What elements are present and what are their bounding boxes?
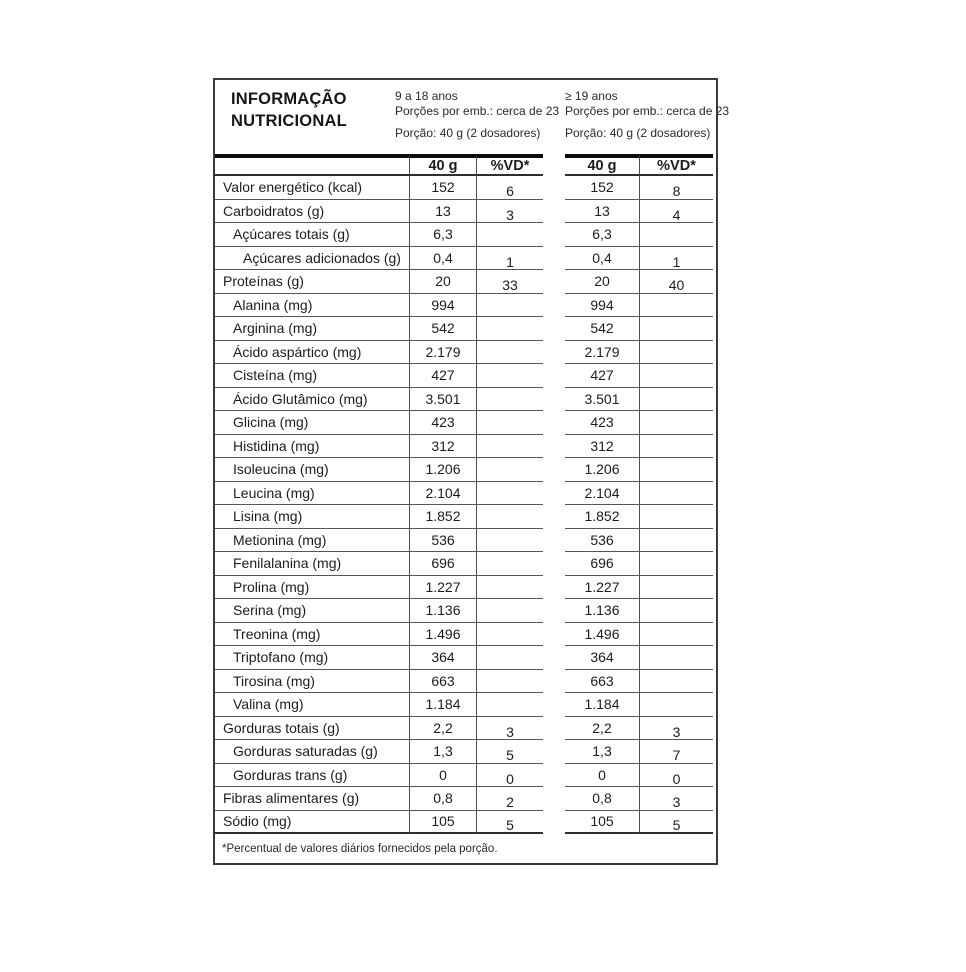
column-gap (543, 364, 565, 388)
column-gap (543, 529, 565, 553)
amount-19plus (565, 247, 640, 271)
dv-9-18 (477, 717, 543, 741)
amount-9-18 (409, 270, 477, 294)
amount-9-18 (409, 787, 477, 811)
column-gap (543, 717, 565, 741)
amount-19plus (565, 411, 640, 435)
amount-19plus-value: 696 (590, 555, 614, 572)
dv-9-18 (477, 341, 543, 365)
dv-9-18 (477, 435, 543, 459)
dv-19plus (640, 693, 713, 717)
header-dv-19plus-label: %VD* (657, 158, 696, 174)
amount-19plus-value: 1.136 (584, 602, 620, 619)
age-group-1-servings: Porções por emb.: cerca de 23 (395, 104, 560, 118)
amount-9-18-value: 0,4 (433, 249, 453, 266)
header-dv-9-18-label: %VD* (490, 158, 530, 174)
amount-19plus-value: 994 (590, 296, 614, 313)
amount-9-18-value: 2.104 (425, 484, 461, 501)
dv-9-18 (477, 482, 543, 506)
amount-9-18-value: 105 (431, 813, 455, 830)
amount-9-18 (409, 435, 477, 459)
dv-9-18 (477, 505, 543, 529)
nutrient-label: Açúcares adicionados (g) (215, 247, 409, 271)
amount-9-18-value: 696 (431, 555, 455, 572)
column-gap (543, 576, 565, 600)
footnote: *Percentual de valores diários fornecidos pela porção. (222, 843, 498, 855)
amount-19plus (565, 270, 640, 294)
amount-9-18-value: 542 (431, 320, 455, 337)
dv-19plus-value: 1 (672, 253, 681, 270)
column-gap (543, 787, 565, 811)
amount-19plus-value: 536 (590, 531, 614, 548)
column-gap (543, 482, 565, 506)
dv-19plus (640, 294, 713, 318)
table-row (215, 388, 713, 412)
amount-19plus (565, 341, 640, 365)
column-gap (543, 505, 565, 529)
dv-19plus-value: 3 (672, 723, 681, 740)
dv-9-18 (477, 247, 543, 271)
amount-19plus (565, 200, 640, 224)
table-row (215, 458, 713, 482)
dv-19plus (640, 717, 713, 741)
column-gap (543, 270, 565, 294)
dv-9-18 (477, 811, 543, 835)
dv-9-18 (477, 200, 543, 224)
dv-9-18 (477, 646, 543, 670)
amount-9-18 (409, 294, 477, 318)
nutrient-label: Gorduras trans (g) (215, 764, 409, 788)
amount-19plus-value: 2.104 (584, 484, 620, 501)
dv-9-18-value: 6 (506, 183, 514, 200)
dv-9-18-value: 1 (506, 253, 514, 270)
column-gap (543, 623, 565, 647)
dv-19plus (640, 599, 713, 623)
amount-19plus-value: 1.206 (584, 461, 620, 478)
column-gap (543, 811, 565, 835)
amount-9-18-value: 0,8 (433, 790, 453, 807)
nutrient-label: Gorduras saturadas (g) (215, 740, 409, 764)
amount-9-18 (409, 529, 477, 553)
dv-9-18 (477, 552, 543, 576)
amount-9-18-value: 2,2 (433, 719, 453, 736)
nutrient-label: Ácido Glutâmico (mg) (215, 388, 409, 412)
amount-19plus (565, 223, 640, 247)
table-header-row (215, 154, 713, 176)
nutrient-label: Triptofano (mg) (215, 646, 409, 670)
amount-19plus (565, 482, 640, 506)
amount-19plus-value: 1.496 (584, 625, 620, 642)
dv-9-18-value: 3 (506, 723, 514, 740)
table-row (215, 693, 713, 717)
amount-19plus-value: 423 (590, 414, 614, 431)
amount-19plus (565, 505, 640, 529)
amount-9-18 (409, 458, 477, 482)
amount-9-18 (409, 411, 477, 435)
amount-9-18 (409, 200, 477, 224)
amount-9-18 (409, 717, 477, 741)
column-gap (543, 341, 565, 365)
age-group-2-portion: Porção: 40 g (2 dosadores) (565, 126, 711, 140)
amount-9-18 (409, 646, 477, 670)
table-row (215, 482, 713, 506)
amount-9-18-value: 994 (431, 296, 455, 313)
nutrient-label: Gorduras totais (g) (215, 717, 409, 741)
dv-19plus-value: 5 (672, 817, 681, 834)
amount-9-18 (409, 505, 477, 529)
nutrient-label: Sódio (mg) (215, 811, 409, 835)
table-row (215, 576, 713, 600)
nutrient-label: Cisteína (mg) (215, 364, 409, 388)
column-gap (543, 552, 565, 576)
amount-9-18-value: 1,3 (433, 743, 453, 760)
amount-9-18-value: 2.179 (425, 343, 461, 360)
column-gap (543, 693, 565, 717)
table-row (215, 529, 713, 553)
header-dv-19plus (640, 154, 713, 176)
column-gap (543, 740, 565, 764)
amount-19plus-value: 13 (594, 202, 610, 219)
amount-19plus (565, 740, 640, 764)
nutrient-table (215, 154, 713, 834)
amount-9-18 (409, 599, 477, 623)
table-row (215, 505, 713, 529)
nutrient-label: Metionina (mg) (215, 529, 409, 553)
amount-19plus-value: 3.501 (584, 390, 620, 407)
nutrient-label: Histidina (mg) (215, 435, 409, 459)
dv-19plus-value: 0 (672, 770, 681, 787)
nutrient-label: Valor energético (kcal) (215, 176, 409, 200)
column-gap (543, 294, 565, 318)
amount-9-18 (409, 693, 477, 717)
nutrient-label: Proteínas (g) (215, 270, 409, 294)
nutrient-label: Fenilalanina (mg) (215, 552, 409, 576)
amount-9-18-value: 663 (431, 672, 455, 689)
dv-9-18 (477, 364, 543, 388)
dv-19plus (640, 623, 713, 647)
column-gap (543, 200, 565, 224)
amount-19plus (565, 717, 640, 741)
table-row (215, 646, 713, 670)
dv-9-18-value: 5 (506, 817, 514, 834)
amount-9-18-value: 427 (431, 367, 455, 384)
table-row (215, 764, 713, 788)
dv-19plus-value: 8 (672, 183, 681, 200)
dv-19plus (640, 270, 713, 294)
table-row (215, 341, 713, 365)
amount-9-18 (409, 388, 477, 412)
amount-9-18-value: 152 (431, 179, 455, 196)
header-empty-cell (215, 154, 409, 176)
amount-19plus (565, 623, 640, 647)
header-dv-9-18 (477, 154, 543, 176)
table-row (215, 317, 713, 341)
amount-9-18 (409, 223, 477, 247)
column-gap (543, 670, 565, 694)
amount-19plus (565, 435, 640, 459)
table-row (215, 247, 713, 271)
dv-19plus (640, 411, 713, 435)
amount-9-18-value: 13 (435, 202, 451, 219)
nutrition-facts-panel (213, 78, 730, 865)
header-gap (543, 154, 565, 176)
amount-9-18 (409, 247, 477, 271)
table-row (215, 270, 713, 294)
dv-9-18 (477, 223, 543, 247)
nutrient-label: Serina (mg) (215, 599, 409, 623)
column-gap (543, 388, 565, 412)
dv-19plus (640, 646, 713, 670)
amount-9-18-value: 6,3 (433, 226, 453, 243)
table-row (215, 670, 713, 694)
dv-9-18-value: 0 (506, 770, 514, 787)
amount-19plus-value: 663 (590, 672, 614, 689)
amount-9-18 (409, 341, 477, 365)
column-gap (543, 411, 565, 435)
dv-19plus (640, 482, 713, 506)
table-row (215, 740, 713, 764)
amount-19plus (565, 670, 640, 694)
age-group-2-range: ≥ 19 anos (565, 89, 618, 103)
dv-19plus-value: 3 (672, 794, 681, 811)
dv-19plus (640, 670, 713, 694)
column-gap (543, 223, 565, 247)
amount-19plus (565, 552, 640, 576)
dv-9-18 (477, 693, 543, 717)
dv-9-18 (477, 740, 543, 764)
amount-9-18 (409, 576, 477, 600)
amount-19plus (565, 811, 640, 835)
dv-19plus (640, 764, 713, 788)
dv-19plus (640, 552, 713, 576)
amount-19plus-value: 0,4 (592, 249, 612, 266)
amount-19plus-value: 2.179 (584, 343, 620, 360)
column-gap (543, 317, 565, 341)
amount-19plus-value: 312 (590, 437, 614, 454)
dv-19plus (640, 176, 713, 200)
table-row (215, 364, 713, 388)
dv-9-18 (477, 294, 543, 318)
amount-9-18-value: 312 (431, 437, 455, 454)
dv-19plus-value: 4 (672, 206, 681, 223)
nutrient-label: Fibras alimentares (g) (215, 787, 409, 811)
age-group-2-servings: Porções por emb.: cerca de 23 (565, 104, 730, 118)
age-group-1-range: 9 a 18 anos (395, 89, 458, 103)
dv-19plus (640, 505, 713, 529)
nutrient-label: Isoleucina (mg) (215, 458, 409, 482)
amount-9-18-value: 1.206 (425, 461, 461, 478)
dv-19plus (640, 364, 713, 388)
column-gap (543, 176, 565, 200)
amount-9-18 (409, 364, 477, 388)
header-amount-19plus-label: 40 g (587, 158, 617, 174)
amount-19plus (565, 458, 640, 482)
table-row (215, 623, 713, 647)
amount-19plus (565, 176, 640, 200)
dv-19plus (640, 576, 713, 600)
amount-19plus-value: 6,3 (592, 226, 612, 243)
amount-9-18 (409, 670, 477, 694)
dv-19plus (640, 247, 713, 271)
amount-19plus-value: 364 (590, 649, 614, 666)
amount-19plus-value: 0,8 (592, 790, 612, 807)
panel-title-line2: NUTRICIONAL (231, 112, 347, 130)
nutrient-label: Tirosina (mg) (215, 670, 409, 694)
table-row (215, 552, 713, 576)
dv-9-18 (477, 623, 543, 647)
amount-19plus (565, 787, 640, 811)
amount-9-18-value: 1.227 (425, 578, 461, 595)
nutrient-label: Alanina (mg) (215, 294, 409, 318)
amount-9-18-value: 3.501 (425, 390, 461, 407)
dv-9-18 (477, 176, 543, 200)
table-row (215, 435, 713, 459)
dv-19plus (640, 223, 713, 247)
amount-9-18 (409, 317, 477, 341)
dv-19plus (640, 435, 713, 459)
table-row (215, 200, 713, 224)
dv-9-18-value: 2 (506, 794, 514, 811)
dv-9-18-value: 5 (506, 747, 514, 764)
dv-9-18 (477, 787, 543, 811)
dv-9-18-value: 3 (506, 206, 514, 223)
dv-19plus (640, 200, 713, 224)
amount-9-18-value: 0 (439, 766, 447, 783)
nutrient-label: Treonina (mg) (215, 623, 409, 647)
dv-19plus-value: 40 (668, 277, 685, 294)
amount-19plus (565, 388, 640, 412)
panel-title (231, 88, 347, 132)
amount-19plus (565, 576, 640, 600)
amount-19plus (565, 529, 640, 553)
amount-19plus-value: 427 (590, 367, 614, 384)
dv-19plus (640, 458, 713, 482)
amount-19plus-value: 1,3 (592, 743, 612, 760)
dv-19plus (640, 811, 713, 835)
amount-9-18-value: 1.496 (425, 625, 461, 642)
amount-19plus-value: 542 (590, 320, 614, 337)
amount-9-18-value: 20 (435, 273, 451, 290)
amount-9-18 (409, 740, 477, 764)
amount-19plus (565, 764, 640, 788)
dv-9-18 (477, 270, 543, 294)
table-row (215, 411, 713, 435)
amount-19plus-value: 20 (594, 273, 610, 290)
amount-19plus-value: 0 (598, 766, 606, 783)
amount-9-18 (409, 176, 477, 200)
amount-9-18-value: 364 (431, 649, 455, 666)
dv-9-18-value: 33 (502, 277, 518, 294)
table-body (215, 176, 713, 834)
amount-9-18-value: 423 (431, 414, 455, 431)
amount-19plus-value: 1.227 (584, 578, 620, 595)
table-row (215, 223, 713, 247)
amount-19plus (565, 294, 640, 318)
nutrient-label: Ácido aspártico (mg) (215, 341, 409, 365)
amount-9-18 (409, 623, 477, 647)
amount-19plus (565, 317, 640, 341)
dv-9-18 (477, 764, 543, 788)
column-gap (543, 599, 565, 623)
table-row (215, 787, 713, 811)
column-gap (543, 247, 565, 271)
nutrient-label: Arginina (mg) (215, 317, 409, 341)
amount-19plus (565, 693, 640, 717)
dv-9-18 (477, 670, 543, 694)
nutrient-label: Carboidratos (g) (215, 200, 409, 224)
age-group-1-info (395, 89, 559, 141)
amount-9-18-value: 1.184 (425, 696, 461, 713)
age-group-1-portion: Porção: 40 g (2 dosadores) (395, 126, 541, 140)
header-amount-19plus (565, 154, 640, 176)
panel-title-line1: INFORMAÇÃO (231, 90, 347, 108)
amount-19plus-value: 1.184 (584, 696, 620, 713)
amount-19plus-value: 105 (590, 813, 614, 830)
dv-9-18 (477, 458, 543, 482)
amount-9-18-value: 536 (431, 531, 455, 548)
dv-9-18 (477, 411, 543, 435)
dv-9-18 (477, 529, 543, 553)
header-amount-9-18 (409, 154, 477, 176)
header-amount-9-18-label: 40 g (428, 158, 458, 174)
nutrient-label: Lisina (mg) (215, 505, 409, 529)
amount-9-18 (409, 811, 477, 835)
nutrient-label: Glicina (mg) (215, 411, 409, 435)
dv-19plus (640, 740, 713, 764)
nutrient-label: Valina (mg) (215, 693, 409, 717)
amount-9-18 (409, 552, 477, 576)
table-row (215, 294, 713, 318)
dv-9-18 (477, 388, 543, 412)
amount-9-18-value: 1.136 (425, 602, 461, 619)
table-row (215, 176, 713, 200)
column-gap (543, 646, 565, 670)
dv-19plus (640, 787, 713, 811)
nutrient-label: Açúcares totais (g) (215, 223, 409, 247)
amount-19plus (565, 646, 640, 670)
amount-19plus-value: 1.852 (584, 508, 620, 525)
amount-19plus (565, 364, 640, 388)
dv-19plus (640, 317, 713, 341)
amount-9-18-value: 1.852 (425, 508, 461, 525)
dv-9-18 (477, 317, 543, 341)
column-gap (543, 764, 565, 788)
column-gap (543, 458, 565, 482)
panel-header (215, 80, 730, 154)
column-gap (543, 435, 565, 459)
table-row (215, 599, 713, 623)
amount-9-18 (409, 764, 477, 788)
amount-19plus (565, 599, 640, 623)
table-row (215, 811, 713, 835)
table-row (215, 717, 713, 741)
dv-9-18 (477, 599, 543, 623)
amount-9-18 (409, 482, 477, 506)
dv-19plus (640, 529, 713, 553)
dv-9-18 (477, 576, 543, 600)
nutrient-label: Leucina (mg) (215, 482, 409, 506)
dv-19plus (640, 341, 713, 365)
dv-19plus (640, 388, 713, 412)
amount-19plus-value: 2,2 (592, 719, 612, 736)
amount-19plus-value: 152 (590, 179, 614, 196)
nutrient-label: Prolina (mg) (215, 576, 409, 600)
dv-19plus-value: 7 (672, 747, 681, 764)
age-group-2-info (565, 89, 729, 141)
